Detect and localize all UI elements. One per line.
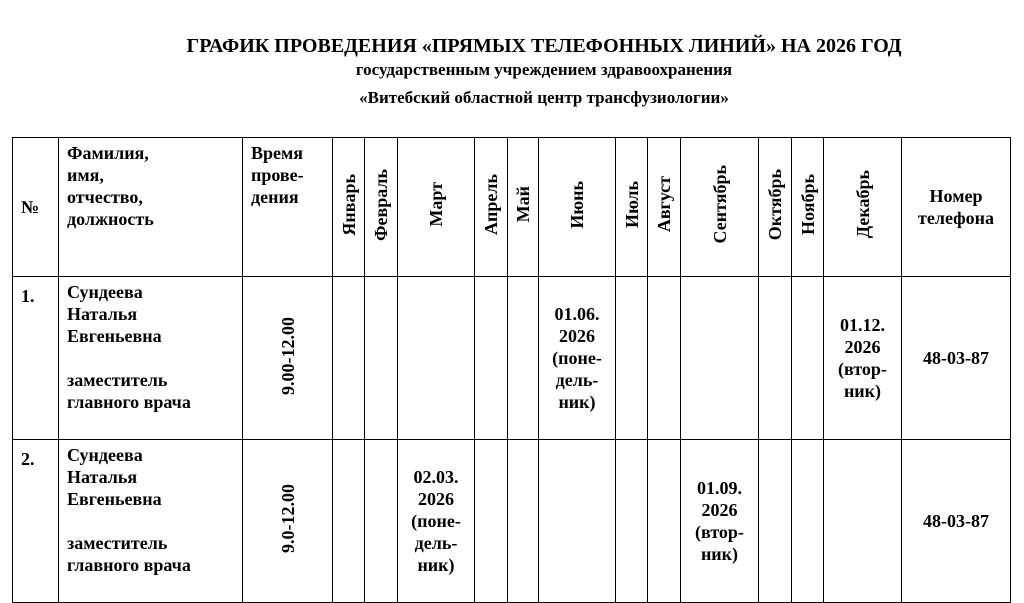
header-name-line: Фамилия, — [67, 143, 149, 163]
person-position: главного врача — [67, 392, 191, 412]
cell-march — [398, 277, 475, 440]
date-line: 2026 — [844, 337, 881, 357]
header-month-february — [365, 138, 398, 277]
cell-july — [616, 440, 648, 603]
cell-january — [333, 277, 365, 440]
header-name-line: отчество, — [67, 187, 143, 207]
date-line: (втор- — [695, 522, 744, 542]
month-label: Июль — [621, 181, 642, 228]
header-time — [243, 138, 333, 277]
month-label: Декабрь — [852, 170, 873, 239]
person-first-name: Наталья — [67, 467, 138, 487]
row-time — [243, 277, 333, 440]
date-line: 01.09. — [697, 478, 742, 498]
document-subtitle-organization-type: государственным учреждением здравоохранения — [355, 60, 733, 79]
header-time-line: прове- — [251, 165, 304, 185]
month-label: Август — [654, 176, 674, 233]
cell-april — [475, 277, 508, 440]
cell-february — [365, 440, 398, 603]
header-month-october — [759, 138, 792, 277]
header-phone — [902, 138, 1011, 277]
cell-december — [824, 277, 902, 440]
table-row — [13, 277, 1011, 440]
header-phone-line: телефона — [918, 208, 994, 228]
month-label: Январь — [338, 173, 359, 236]
date-line: ник) — [700, 544, 739, 564]
cell-may — [508, 277, 539, 440]
header-month-april — [475, 138, 508, 277]
cell-october — [759, 277, 792, 440]
month-label: Сентябрь — [709, 165, 730, 244]
row-number: 1. — [13, 277, 59, 440]
time-value: 9.0-12.00 — [277, 484, 298, 553]
header-name-line: имя, — [67, 165, 104, 185]
row-time — [243, 440, 333, 603]
header-name — [59, 138, 243, 277]
cell-february — [365, 277, 398, 440]
header-name-line: должность — [67, 209, 154, 229]
header-month-march — [398, 138, 475, 277]
month-label: Ноябрь — [797, 174, 818, 235]
cell-november — [792, 277, 824, 440]
month-label: Апрель — [481, 174, 501, 235]
date-line: 01.12. — [840, 315, 885, 335]
person-surname: Сундеева — [67, 445, 143, 465]
table-header-row — [13, 138, 1011, 277]
date-line: 02.03. — [413, 467, 459, 487]
header-month-december — [824, 138, 902, 277]
date-line: 2026 — [701, 500, 738, 520]
row-name — [59, 277, 243, 440]
cell-june — [539, 440, 616, 603]
person-surname: Сундеева — [67, 282, 143, 302]
cell-september — [681, 277, 759, 440]
document-subtitle-organization-name: «Витебский областной центр трансфузиологии» — [359, 88, 729, 107]
cell-december — [824, 440, 902, 603]
date-line: (втор- — [838, 359, 887, 379]
date-line: 01.06. — [554, 304, 600, 324]
cell-october — [759, 440, 792, 603]
person-position: главного врача — [67, 555, 191, 575]
cell-june — [539, 277, 616, 440]
header-phone-line: Номер — [929, 186, 983, 206]
header-month-september — [681, 138, 759, 277]
month-label: Февраль — [371, 168, 391, 241]
header-number: № — [13, 138, 59, 277]
date-line: (поне- — [411, 511, 461, 531]
row-phone: 48-03-87 — [902, 440, 1011, 603]
table-row — [13, 440, 1011, 603]
row-number: 2. — [13, 440, 59, 603]
month-label: Март — [426, 182, 446, 227]
header-month-may — [508, 138, 539, 277]
cell-september — [681, 440, 759, 603]
person-position: заместитель — [67, 370, 168, 390]
cell-january — [333, 440, 365, 603]
person-position: заместитель — [67, 533, 168, 553]
month-label: Май — [513, 186, 533, 223]
header-month-july — [616, 138, 648, 277]
person-patronymic: Евгеньевна — [67, 489, 162, 509]
cell-july — [616, 277, 648, 440]
cell-may — [508, 440, 539, 603]
cell-march — [398, 440, 475, 603]
date-line: 2026 — [418, 489, 454, 509]
row-phone: 48-03-87 — [902, 277, 1011, 440]
date-line: ник) — [558, 392, 596, 412]
cell-november — [792, 440, 824, 603]
row-name — [59, 440, 243, 603]
date-line: ник) — [417, 555, 455, 575]
date-line: дель- — [414, 533, 458, 553]
date-line: дель- — [555, 370, 599, 390]
header-time-line: Время — [251, 143, 304, 163]
header-month-june — [539, 138, 616, 277]
month-label: Июнь — [567, 180, 587, 229]
person-patronymic: Евгеньевна — [67, 326, 162, 346]
date-line: (поне- — [552, 348, 602, 368]
header-time-line: дения — [251, 187, 299, 207]
person-first-name: Наталья — [67, 304, 138, 324]
schedule-table — [12, 137, 1011, 603]
date-line: ник) — [843, 381, 882, 401]
cell-april — [475, 440, 508, 603]
cell-august — [648, 277, 681, 440]
header-month-november — [792, 138, 824, 277]
month-label: Октябрь — [765, 168, 785, 241]
header-month-august — [648, 138, 681, 277]
date-line: 2026 — [559, 326, 595, 346]
cell-august — [648, 440, 681, 603]
header-month-january — [333, 138, 365, 277]
document-title: ГРАФИК ПРОВЕДЕНИЯ «ПРЯМЫХ ТЕЛЕФОННЫХ ЛИНИЙ» НА 2026 ГОД — [186, 35, 902, 57]
time-value: 9.00-12.00 — [277, 316, 298, 395]
